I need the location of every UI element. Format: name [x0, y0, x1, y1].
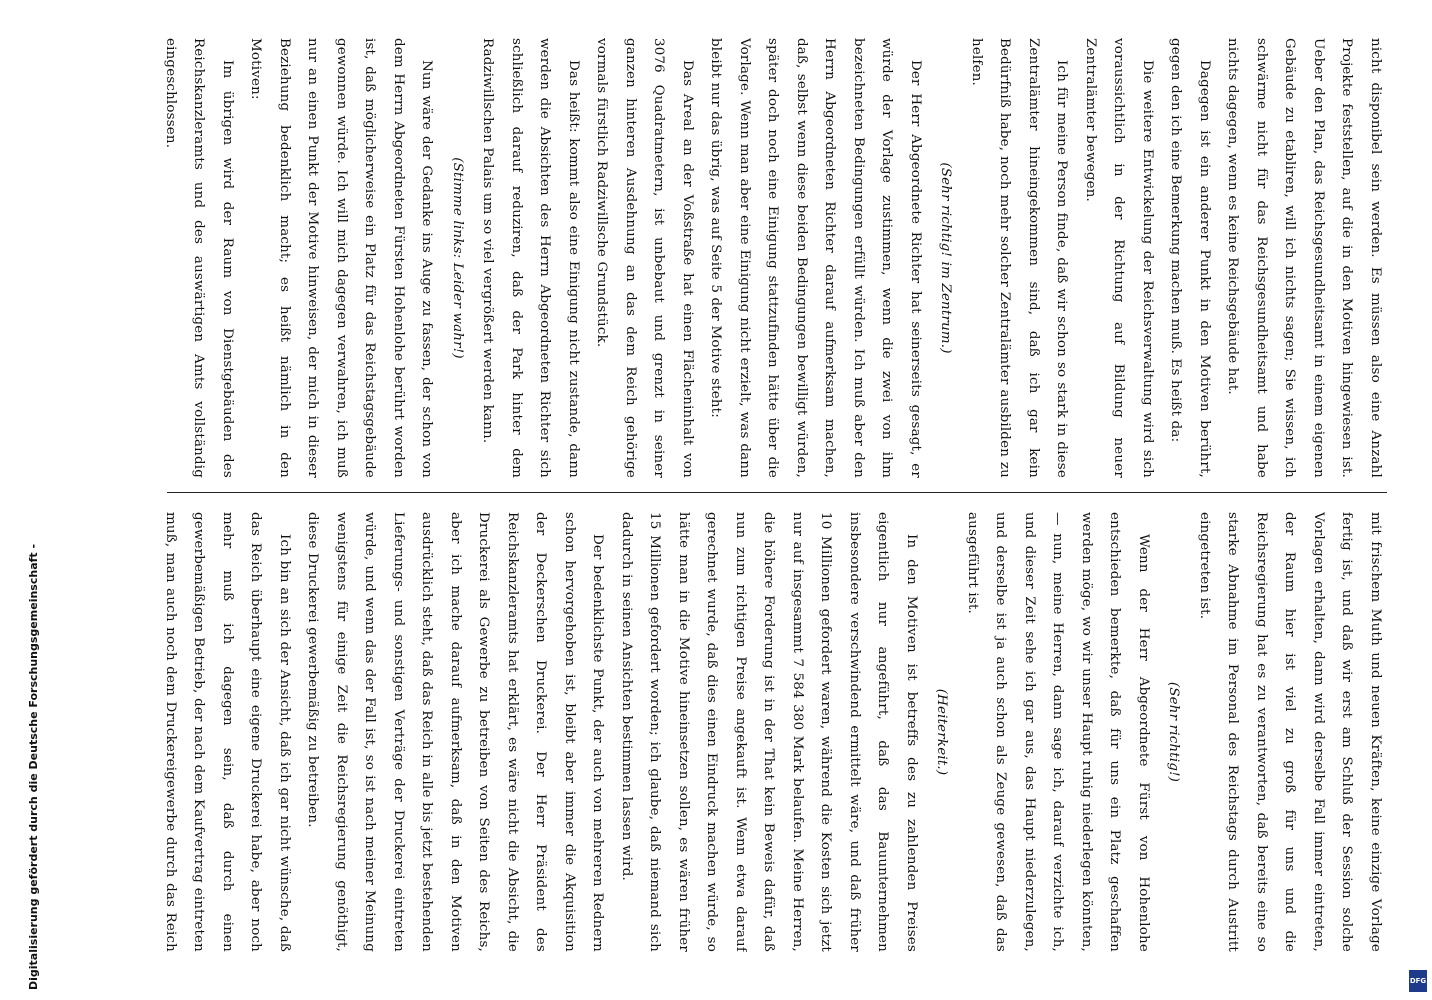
- paragraph: Die weitere Entwickelung der Reichsverwaltung wird sich voraussichtlich in der Richtung auf Bildung neuer Zentralämter bewegen.: [1083, 38, 1155, 478]
- paragraph: Nun wäre der Gedanke ins Auge zu fassen, der schon von dem Herrn Abgeordneten Fürsten Hohenlohe berührt worden ist, daß möglicherweise ein Platz für das Reichstagsgebäude gewonnen würde. Ich will mich dagegen verwahren, ich muß nur an einen Punkt der Motive hinweisen, der mich in dieser Beziehung bedenklich macht; es heißt nämlich in den Motiven:: [248, 38, 435, 478]
- stage-direction: (Stimme links: Leider wahr!): [450, 157, 465, 359]
- right-column: [149, 512, 1389, 952]
- dfg-logo-icon: DFG: [1409, 970, 1427, 992]
- paragraph: [149, 38, 156, 478]
- paragraph: Der Herr Abgeordnete Richter hat seinerseits gesagt, er würde der Vorlage zustimmen, wenn die zwei von ihm bezeichneten Bedingungen erfüllt würden. Ich muß aber den Herrn Abgeordneten Richter darauf aufmerksam machen, daß, selbst wenn diese beiden Bedingungen bewilligt würden, später doch noch eine Einigung stattzufinden hätte über die Vorlage. Wenn man aber eine Einigung nicht erzielt, was dann bleibt nur das übrig, was auf Seite 5 der Motive steht:: [708, 38, 923, 478]
- digitization-sidebar: [1392, 0, 1432, 1000]
- paragraph: In den Motiven ist betreffs des zu zahlenden Preises eigentlich nur angeführt, daß das Bauunternehmen insbesondere verschwindend ermittelt wäre, und daß früher 10 Millionen gefordert waren, während die Kosten sich jetzt nur auf insgesammt 7 584 380 Mark belaufen. Meine Herren, die höhere Forderung ist in der That kein Beweis dafür, daß nun zum richtigen Preise angekauft ist. Wenn etwa darauf gerechnet wurde, daß dies einen Eindruck machen würde, so hätte man in die Motive hineinsetzen sollen, es wären früher 15 Millionen gefordert worden; ich glaube, daß niemand sich dadurch in seinen Ansichten bestimmen lassen wird.: [619, 512, 919, 952]
- paragraph: Ich bin an sich der Ansicht, daß ich gar nicht wünsche, daß das Reich überhaupt eine eigene Druckerei habe, aber noch mehr muß ich dagegen sein, daß durch einen gewerbemäßigen Betrieb, der nach dem Kaufvertrag eintreten muß, man auch noch dem Druckereigewerbe durch das Reich: [163, 512, 292, 952]
- paragraph: nicht disponibel sein werden. Es müssen also eine Anzahl Projekte feststellen, auf die in den Motiven hingewiesen ist. Ueber den Plan, das Reichsgesundheitsamt in einem eigenen Gebäude zu etabliren, will ich nichts sagen; Sie wissen, ich schwärme nicht für das Reichsgesundheitsamt und habe nichts dagegen, wenn es keine Reichsgebäude hat.: [1225, 38, 1383, 478]
- paragraph: Der bedenklichste Punkt, der auch von mehreren Rednern schon hervorgehoben ist, bleibt aber immer die Akquisition der Deckerschen Druckerei. Der Herr Präsident des Reichskanzleramts hat erklärt, es wäre nicht die Absicht, die Druckerei als Gewerbe zu betreiben von Seiten des Reichs, aber ich mache darauf aufmerksam, daß in den Motiven ausdrücklich steht, daß das Reich in alle bis jetzt bestehenden Lieferungs- und sonstigen Verträge der Druckerei eintreten würde, und wenn das der Fall ist, so ist nach meiner Meinung wenigstens für einige Zeit die Reichsregierung genöthigt, diese Druckerei gewerbemäßig zu betreiben.: [305, 512, 606, 952]
- column-divider: [167, 492, 1387, 493]
- paragraph: Im übrigen wird der Raum von Dienstgebäuden des Reichskanzleramts und des auswärtigen Amts vollständig eingeschlossen.: [163, 38, 235, 478]
- rotated-page: [75, 0, 1432, 1000]
- digitization-credit: Digitalisierung gefördert durch die Deutsche Forschungsgemeinschaft -: [27, 543, 40, 990]
- paragraph: Das Areal an der Voßstraße hat einen Flächeninhalt von 3076 Quadratmetern, ist unbebaut und grenzt in seiner ganzen hinteren Ausdehnung an das dem Reich gehörige vormals fürstlich Radziwillsche Grundstück.: [594, 38, 695, 478]
- paragraph: mit frischem Muth und neuen Kräften, keine einzige Vorlage fertig ist, und daß wir erst am Schluß der Session solche Vorlagen erhalten, dann wird derselbe Fall immer eintreten, der Raum hier ist viel zu groß für uns und die Reichsregierung hat es zu verantworten, daß bereits eine so starke Abnahme im Personal des Reichstags durch Austritt eingetreten ist.: [1197, 512, 1383, 952]
- stage-direction: (Heiterkeit.): [934, 688, 950, 776]
- left-column: [149, 38, 1389, 478]
- stage-direction: (Sehr richtig!): [1166, 681, 1182, 783]
- paragraph: Wenn der Herr Abgeordnete Fürst von Hohenlohe entschieden bemerkte, daß für uns ein Platz geschaffen werden möge, wo wir unser Haupt ruhig niederlegen könnten, — nun, meine Herren, dann sage ich, darauf verzichte ich, und dieser Zeit sehe ich gar aus, das Haupt niederzulegen, und derselbe ist ja auch schon als Zeuge gewesen, daß das ausgeführt ist.: [965, 512, 1151, 952]
- paragraph: Das heißt: kommt also eine Einigung nicht zustande, dann werden die Absichten des Herrn Abgeordneten Richter sich schließlich darauf reduziren, daß der Park hinter dem Radziwillschen Palais um so viel vergrößert werden kann.: [480, 38, 581, 478]
- stage-direction: (Sehr richtig! im Zentrum.): [938, 162, 954, 354]
- paragraph: Dagegen ist ein anderer Punkt in den Motiven berührt, gegen den ich eine Bemerkung machen muß. Es heißt da:: [1168, 38, 1212, 478]
- paragraph: Ich für meine Person finde, daß wir schon so stark in diese Zentralämter hineingekommen sind, daß ich gar kein Bedürfniß habe, noch mehr solcher Zentralämter ausbilden zu helfen.: [969, 38, 1070, 478]
